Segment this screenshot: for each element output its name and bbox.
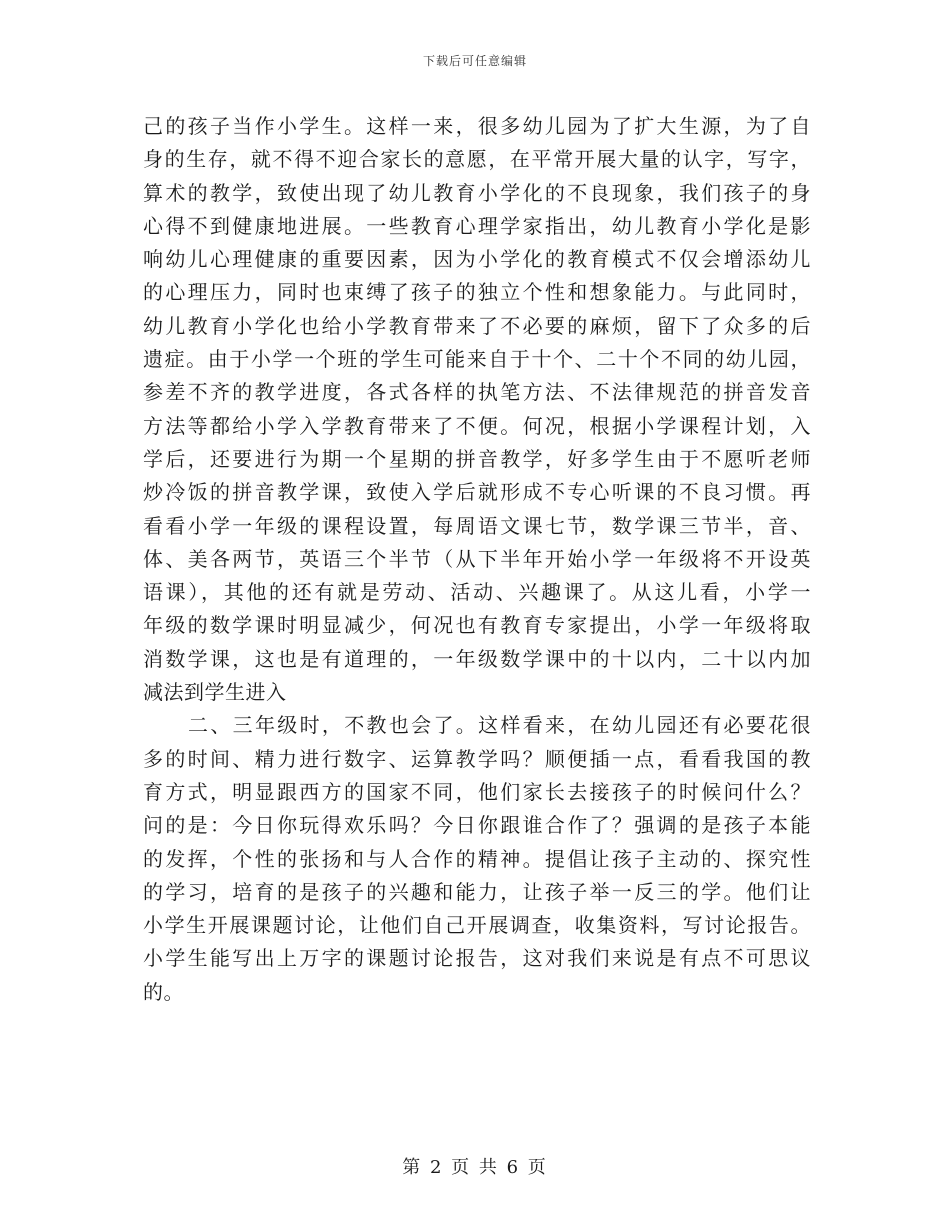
text-line: 语课），其他的还有就是劳动、活动、兴趣课了。从这儿看，小学一 [143, 580, 811, 605]
page-header: 下载后可任意编辑 [422, 54, 527, 68]
text-line: 参差不齐的教学进度，各式各样的执笔方法、不法律规范的拼音发音 [143, 380, 811, 405]
text-line: 炒冷饭的拼音教学课，致使入学后就形成不专心听课的不良习惯。再 [143, 480, 811, 505]
page-number: 第 2 页 共 6 页 [402, 1157, 548, 1178]
text-line: 的。 [143, 979, 184, 1004]
text-line: 己的孩子当作小学生。这样一来，很多幼儿园为了扩大生源，为了自 [143, 114, 811, 138]
text-line: 算术的教学，致使出现了幼儿教育小学化的不良现象，我们孩子的身 [143, 180, 811, 205]
text-line: 消数学课，这也是有道理的，一年级数学课中的十以内，二十以内加 [143, 646, 811, 671]
text-line: 减法到学生进入 [143, 680, 287, 705]
text-line: 看看小学一年级的课程设置，每周语文课七节，数学课三节半，音、 [143, 513, 811, 538]
document-body [143, 110, 811, 1009]
text-line: 方法等都给小学入学教育带来了不便。何况，根据小学课程计划，入 [143, 413, 811, 438]
paragraph-1 [143, 110, 811, 709]
text-line: 二、三年级时，不教也会了。这样看来，在幼儿园还有必要花很 [188, 713, 811, 738]
text-line: 的发挥，个性的张扬和与人合作的精神。提倡让孩子主动的、探究性 [143, 846, 811, 871]
text-line: 遗症。由于小学一个班的学生可能来自于十个、二十个不同的幼儿园， [143, 347, 811, 372]
text-line: 的心理压力，同时也束缚了孩子的独立个性和想象能力。与此同时， [143, 280, 811, 305]
text-line: 多的时间、精力进行数字、运算教学吗？顺便插一点，看看我国的教 [143, 746, 811, 771]
text-line: 响幼儿心理健康的重要因素，因为小学化的教育模式不仅会增添幼儿 [143, 247, 811, 272]
paragraph-2 [143, 709, 811, 1009]
text-line: 问的是：今日你玩得欢乐吗？今日你跟谁合作了？强调的是孩子本能 [143, 813, 811, 838]
text-line: 小学生开展课题讨论，让他们自己开展调查，收集资料，写讨论报告。 [143, 913, 811, 938]
text-line: 年级的数学课时明显减少，何况也有教育专家提出，小学一年级将取 [143, 613, 811, 638]
text-line: 幼儿教育小学化也给小学教育带来了不必要的麻烦，留下了众多的后 [143, 313, 811, 338]
text-line: 体、美各两节，英语三个半节（从下半年开始小学一年级将不开设英 [143, 546, 811, 571]
text-line: 的学习，培育的是孩子的兴趣和能力，让孩子举一反三的学。他们让 [143, 879, 811, 904]
text-line: 育方式，明显跟西方的国家不同，他们家长去接孩子的时候问什么？ [143, 779, 811, 804]
text-line: 身的生存，就不得不迎合家长的意愿，在平常开展大量的认字，写字， [143, 147, 811, 172]
text-line: 学后，还要进行为期一个星期的拼音教学，好多学生由于不愿听老师 [143, 446, 811, 471]
text-line: 心得不到健康地进展。一些教育心理学家指出，幼儿教育小学化是影 [143, 213, 811, 238]
text-line: 小学生能写出上万字的课题讨论报告，这对我们来说是有点不可思议 [143, 946, 811, 971]
